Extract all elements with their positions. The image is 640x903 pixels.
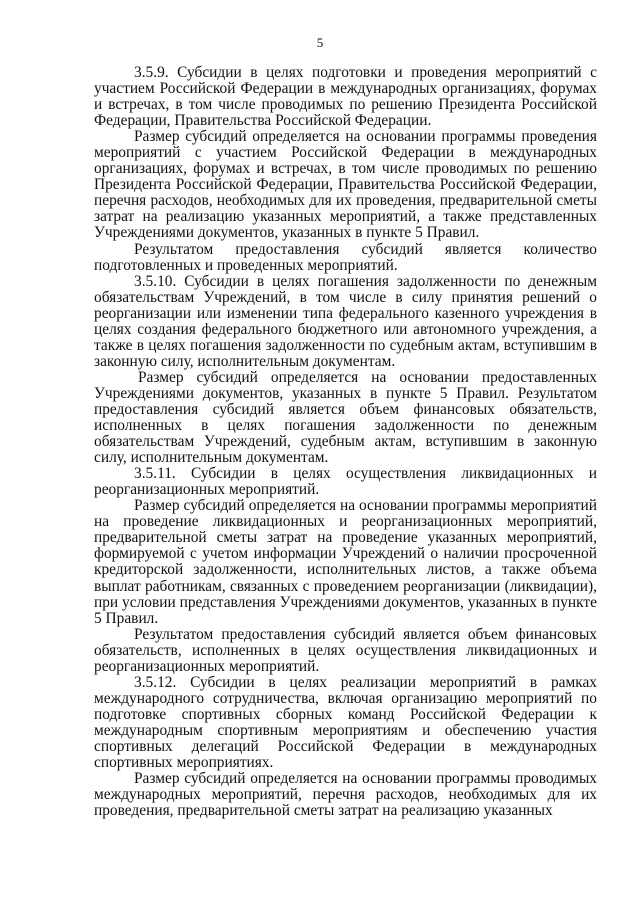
paragraph-3-5-12: 3.5.12. Субсидии в целях реализации мероприятий в рамках международного сотрудничества, включая организацию мероприятий по подготовке спортивных сборных команд Российской Федерации к международным спортивным мероприятиям и обеспечению участия спортивных делегаций Российской Федерации в международных спортивных мероприятиях. [94,673,597,772]
paragraph-3-5-9-amount: Размер субсидий определяется на основании программы проведения мероприятий с участием Российской Федерации в международных организациях, форумах и встречах, в том числе проводимых по решению Президента Российской Федерации, Правительства Российской Федерации, перечня расходов, необходимых для их проведения, предварительной сметы затрат на реализацию указанных мероприятий, а также представленных Учреждениями документов, указанных в пункте 5 Правил. [94,128,597,242]
paragraph-3-5-9: 3.5.9. Субсидии в целях подготовки и проведения мероприятий с участием Российской Федерации в международных организациях, форумах и встречах, в том числе проводимых по решению Президента Российской Федерации, Правительства Российской Федерации. [94,64,597,130]
paragraph-3-5-11: 3.5.11. Субсидии в целях осуществления ликвидационных и реорганизационных мероприятий. [94,465,597,499]
paragraph-3-5-10: 3.5.10. Субсидии в целях погашения задолженности по денежным обязательствам Учреждений, в том числе в силу принятия решений о реорганизации или изменении типа федерального казенного учреждения в целях создания федерального бюджетного или автономного учреждения, а также в целях погашения задолженности по судебным актам, вступившим в законную силу, исполнительным документам. [94,272,597,370]
paragraph-3-5-12-amount: Размер субсидий определяется на основании программы проводимых международных мероприятий, перечня расходов, необходимых для их проведения, предварительной сметы затрат на реализацию указанных [94,770,597,820]
document-body [94,65,597,819]
paragraph-3-5-11-result: Результатом предоставления субсидий является объем финансовых обязательств, исполненных в целях осуществления ликвидационных и реорганизационных мероприятий. [94,625,597,675]
paragraph-3-5-9-result: Результатом предоставления субсидий является количество подготовленных и проведенных мероприятий. [94,240,597,274]
paragraph-3-5-10-amount: Размер субсидий определяется на основании предоставленных Учреждениями документов, указанных в пункте 5 Правил. Результатом предоставления субсидий является объем финансовых обязательств, исполненных в целях погашения задолженности по денежным обязательствам Учреждений, судебным актам, вступившим в законную силу, исполнительным документам. [94,368,597,467]
page-number: 5 [316,35,324,50]
paragraph-3-5-11-amount: Размер субсидий определяется на основании программы мероприятий на проведение ликвидационных и реорганизационных мероприятий, предварительной сметы затрат на проведение указанных мероприятий, формируемой с учетом информации Учреждений о наличии просроченной кредиторской задолженности, исполнительных листов, а также объема выплат работникам, связанных с проведением реорганизации (ликвидации), при условии представления Учреждениями документов, указанных в пункте 5 Правил. [94,497,597,627]
